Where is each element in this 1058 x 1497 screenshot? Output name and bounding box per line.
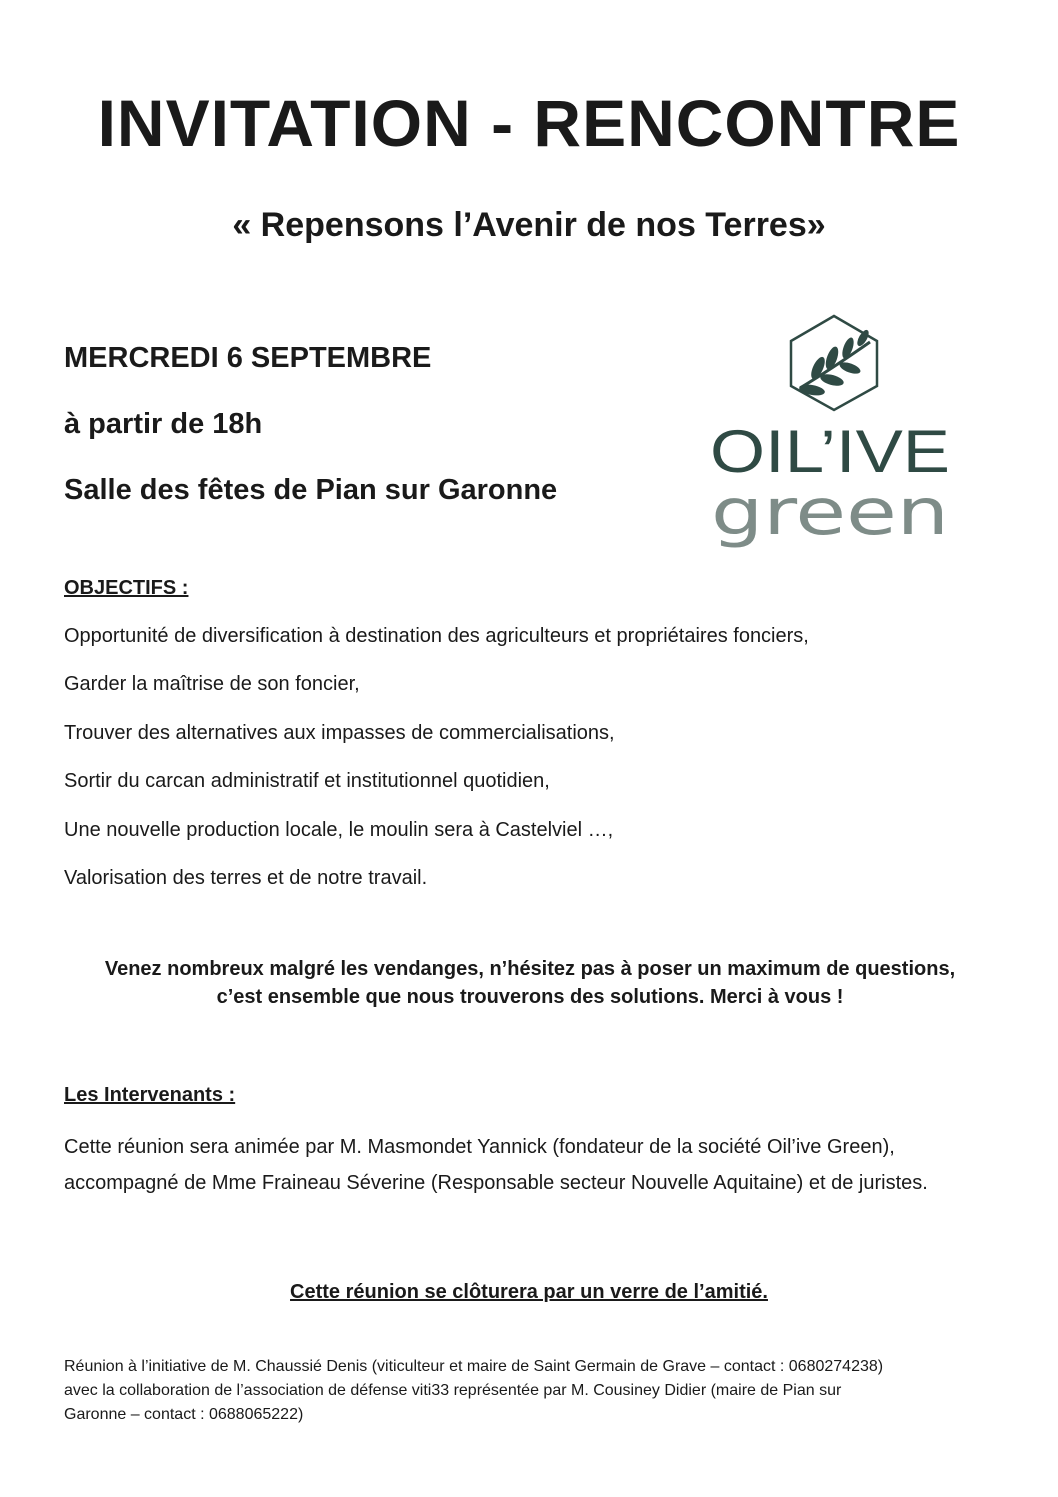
- objectives-heading: OBJECTIFS :: [64, 577, 189, 599]
- list-item: Une nouvelle production locale, le moulin sera à Castelviel …,: [64, 818, 614, 841]
- list-item: Trouver des alternatives aux impasses de commercialisations,: [64, 721, 615, 744]
- list-item: Sortir du carcan administratif et institutionnel quotidien,: [64, 770, 550, 793]
- closing-note: Cette réunion se clôturera par un verre de l’amitié.: [290, 1281, 768, 1303]
- speakers-text: Cette réunion sera animée par M. Masmondet Yannick (fondateur de la société Oil’ive Green), accompagné de Mme Fraineau Séverine (Responsable secteur Nouvelle Aquitaine) et de juristes.: [64, 1136, 928, 1194]
- page-title: INVITATION - RENCONTRE: [97, 86, 961, 160]
- callout-message: [40, 955, 1020, 1011]
- speakers-heading: Les Intervenants :: [64, 1084, 236, 1106]
- footer-note: [64, 1355, 1014, 1427]
- oilive-green-logo: [700, 308, 960, 548]
- event-venue: Salle des fêtes de Pian sur Garonne: [64, 474, 558, 506]
- callout-line-2: c’est ensemble que nous trouverons des solutions. Merci à vous !: [216, 986, 844, 1008]
- olive-branch-hexagon-icon: [700, 308, 960, 548]
- page-subtitle: « Repensons l’Avenir de nos Terres»: [232, 206, 826, 244]
- list-item: Valorisation des terres et de notre travail.: [64, 866, 428, 889]
- callout-line-1: Venez nombreux malgré les vendanges, n’hésitez pas à poser un maximum de questions,: [104, 958, 956, 980]
- footer-line-1: Réunion à l’initiative de M. Chaussié Denis (viticulteur et maire de Saint Germain de Grave – contact : 0680274238): [64, 1358, 884, 1375]
- event-time: à partir de 18h: [64, 408, 263, 440]
- event-date: MERCREDI 6 SEPTEMBRE: [64, 342, 432, 374]
- list-item: Opportunité de diversification à destination des agriculteurs et propriétaires fonciers,: [64, 625, 809, 647]
- list-item: Garder la maîtrise de son foncier,: [64, 673, 360, 696]
- objectives-list: [64, 622, 809, 912]
- footer-line-2: avec la collaboration de l’association de défense viti33 représentée par M. Cousiney Didier (maire de Pian sur: [64, 1382, 842, 1399]
- footer-line-3: Garonne – contact : 0688065222): [64, 1406, 304, 1423]
- logo-line2: green: [711, 476, 949, 548]
- logo-line1: OIL’IVE: [710, 418, 950, 485]
